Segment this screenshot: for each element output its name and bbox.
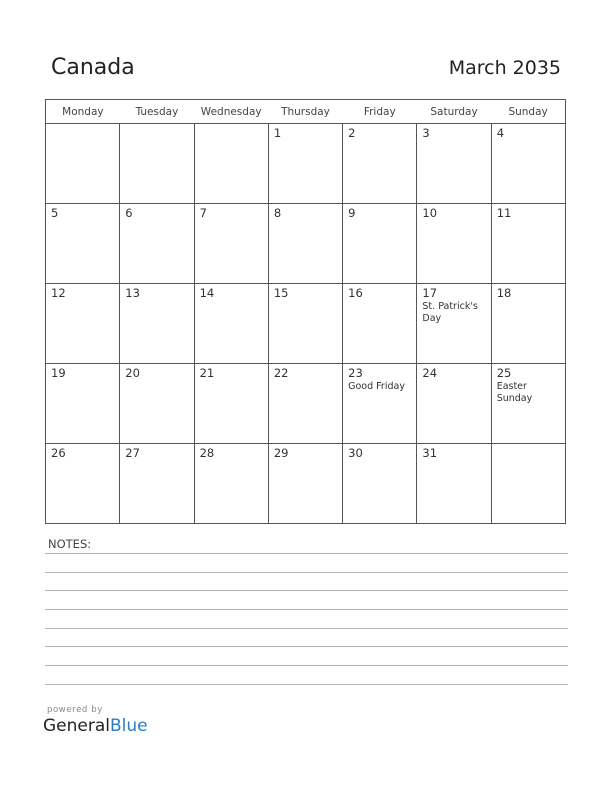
day-cell [268, 444, 342, 524]
day-number: 8 [273, 206, 282, 220]
day-cell [120, 444, 194, 524]
week-row [46, 284, 566, 364]
day-cell [268, 364, 342, 444]
day-cell [491, 444, 565, 524]
notes-line [45, 665, 568, 666]
weekday-header: Wednesday [194, 100, 268, 124]
logo-general-text: General [43, 716, 110, 736]
holiday-label: Good Friday [348, 381, 405, 392]
day-cell [417, 444, 491, 524]
week-row [46, 124, 566, 204]
powered-by-text: powered by [47, 705, 103, 715]
day-number: 26 [51, 446, 66, 460]
day-cell [194, 204, 268, 284]
notes-line [45, 609, 568, 610]
day-number: 21 [199, 366, 215, 380]
country-title: Canada [51, 55, 135, 80]
day-cell [343, 204, 417, 284]
day-cell [46, 204, 120, 284]
day-number: 20 [125, 366, 140, 380]
day-cell [46, 364, 120, 444]
day-cell [491, 284, 565, 364]
day-cell [417, 284, 491, 364]
generalblue-logo [43, 716, 148, 736]
day-number: 17 [422, 286, 438, 300]
week-row [46, 364, 566, 444]
notes-line [45, 590, 568, 591]
day-number: 6 [125, 206, 133, 220]
day-number: 12 [51, 286, 66, 300]
day-cell [343, 444, 417, 524]
day-number: 28 [199, 446, 215, 460]
day-cell [120, 364, 194, 444]
day-cell [268, 124, 342, 204]
day-number: 9 [348, 206, 356, 220]
day-number: 1 [273, 126, 282, 140]
notes-line [45, 572, 568, 573]
day-number: 13 [125, 286, 140, 300]
day-number: 29 [273, 446, 289, 460]
weekday-header: Saturday [417, 100, 491, 124]
week-row [46, 204, 566, 284]
day-cell [417, 364, 491, 444]
day-number: 27 [125, 446, 140, 460]
day-cell [120, 284, 194, 364]
day-number: 24 [422, 366, 438, 380]
notes-line [45, 684, 568, 685]
day-number: 19 [51, 366, 66, 380]
day-cell [491, 204, 565, 284]
day-number: 11 [496, 206, 512, 220]
day-cell [268, 284, 342, 364]
day-cell [343, 124, 417, 204]
logo-blue-text: Blue [110, 716, 148, 736]
day-number: 25 [496, 366, 512, 380]
month-year-title: March 2035 [448, 57, 561, 79]
day-number: 22 [273, 366, 289, 380]
day-cell [491, 124, 565, 204]
day-cell [194, 284, 268, 364]
day-cell [194, 364, 268, 444]
weekday-header: Monday [46, 100, 120, 124]
day-cell [46, 284, 120, 364]
day-number: 14 [199, 286, 215, 300]
day-cell [194, 124, 268, 204]
day-cell [417, 204, 491, 284]
day-number: 16 [348, 286, 363, 300]
holiday-label: Easter Sunday [496, 381, 533, 404]
holiday-label: St. Patrick's Day [422, 301, 478, 324]
day-number: 5 [51, 206, 59, 220]
day-number: 18 [496, 286, 512, 300]
day-cell [343, 364, 417, 444]
day-number: 23 [348, 366, 363, 380]
day-cell [417, 124, 491, 204]
notes-label: NOTES: [48, 537, 92, 551]
day-cell [194, 444, 268, 524]
weekday-header-row [46, 100, 566, 124]
day-number: 31 [422, 446, 438, 460]
day-number: 30 [348, 446, 363, 460]
weekday-header: Thursday [268, 100, 342, 124]
day-number: 2 [348, 126, 356, 140]
day-cell [120, 124, 194, 204]
notes-line [45, 553, 568, 554]
weekday-header: Sunday [491, 100, 565, 124]
calendar-grid [45, 99, 566, 524]
day-number: 7 [199, 206, 207, 220]
day-number: 4 [496, 126, 505, 140]
day-cell [46, 444, 120, 524]
notes-line [45, 646, 568, 647]
day-number: 3 [422, 126, 430, 140]
day-cell [343, 284, 417, 364]
notes-line [45, 628, 568, 629]
day-cell [268, 204, 342, 284]
day-cell [120, 204, 194, 284]
weekday-header: Tuesday [120, 100, 194, 124]
day-number: 10 [422, 206, 438, 220]
week-row [46, 444, 566, 524]
day-cell [491, 364, 565, 444]
weekday-header: Friday [343, 100, 417, 124]
day-cell [46, 124, 120, 204]
day-number: 15 [273, 286, 289, 300]
